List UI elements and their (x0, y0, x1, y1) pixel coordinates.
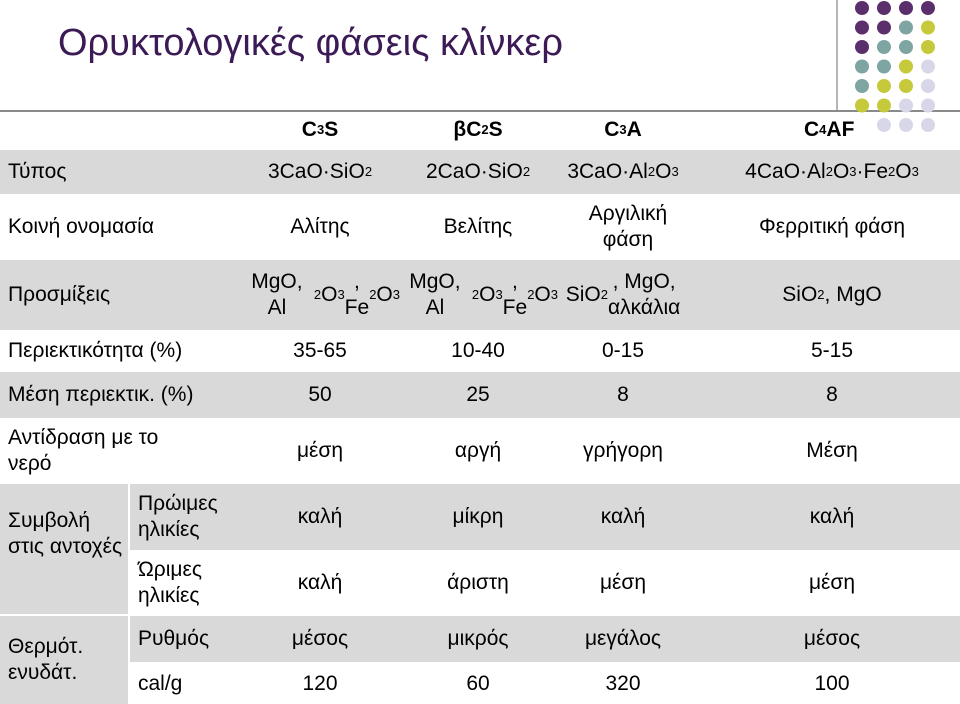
decor-dot (855, 21, 869, 35)
row-label-content: Περιεκτικότητα (%) (8, 338, 183, 362)
avg-c3a: 8 (617, 382, 629, 406)
row-impurities (0, 260, 960, 330)
decor-dot (877, 99, 891, 113)
page-title: Ορυκτολογικές φάσεις κλίνκερ (58, 22, 563, 64)
decor-dot (855, 40, 869, 54)
row-label-late: Ώριμες ηλικίες (138, 557, 202, 607)
decor-dot (877, 21, 891, 35)
avg-c2s: 25 (466, 382, 490, 406)
imp-c3a: SiO 2 , MgO, αλκάλια (565, 269, 681, 319)
row-label-type: Τύπος (8, 159, 67, 183)
decor-dot (877, 60, 891, 74)
early-c2s: μίκρη (452, 504, 504, 528)
type-c2s: 2CaO·SiO 2 (425, 159, 531, 183)
header-row (0, 112, 960, 148)
row-label-cal: cal/g (138, 671, 183, 695)
decor-dot (855, 99, 869, 113)
imp-c2s: MgO, Al 2 O 3 , Fe 2 O 3 (409, 269, 558, 319)
imp-c4af: SiO 2 , MgO (782, 282, 882, 306)
decor-dot (921, 99, 935, 113)
row-heat-cal (130, 664, 960, 704)
header-c4af: C 4 AF (804, 117, 855, 141)
decor-dot (921, 79, 935, 93)
reaction-c3s: μέση (296, 438, 344, 462)
avg-c4af: 8 (826, 382, 838, 406)
decor-dot (921, 40, 935, 54)
decor-dot (921, 60, 935, 74)
reaction-c3a: γρήγορη (583, 438, 663, 462)
header-c3a: C 3 A (604, 117, 642, 141)
avg-c3s: 50 (308, 382, 332, 406)
late-c2s: άριστη (447, 570, 509, 594)
name-c4af: Φερριτική φάση (758, 214, 906, 238)
late-c3a: μέση (599, 570, 647, 594)
row-label-avg: Μέση περιεκτικ. (%) (8, 382, 194, 406)
content-c4af: 5-15 (810, 338, 854, 362)
cal-c4af: 100 (814, 671, 850, 695)
decor-dot (855, 60, 869, 74)
type-c3a: 3CaO·Al 2 O 3 (567, 159, 679, 183)
row-label-reaction: Αντίδραση με το νερό (8, 425, 159, 475)
cal-c3s: 120 (302, 671, 338, 695)
content-c2s: 10-40 (451, 338, 505, 362)
decor-dot (877, 79, 891, 93)
decor-dot (899, 21, 913, 35)
type-c3s: 3CaO·SiO 2 (267, 159, 373, 183)
row-avg (0, 372, 960, 418)
rate-c2s: μικρός (447, 626, 509, 650)
decor-dot (921, 1, 935, 15)
name-c3a: Αργιλική φάση (588, 201, 668, 251)
late-c3s: καλή (297, 570, 343, 594)
cal-c2s: 60 (466, 671, 490, 695)
decor-dot (899, 99, 913, 113)
reaction-c4af: Μέση (806, 438, 858, 462)
row-label-strength: Συμβολή στις αντοχές (8, 509, 123, 559)
type-c4af: 4CaO·Al 2 O 3 ·Fe 2 O 3 (745, 159, 919, 183)
content-c3s: 35-65 (293, 338, 347, 362)
early-c3s: καλή (297, 504, 343, 528)
decor-vertical-line (836, 0, 838, 112)
row-reaction (0, 420, 960, 482)
rate-c3s: μέσος (291, 626, 349, 650)
row-label-early: Πρώιμες ηλικίες (138, 491, 218, 541)
decor-dot (855, 79, 869, 93)
decor-dot (899, 1, 913, 15)
row-type (0, 150, 960, 194)
decor-dot (921, 21, 935, 35)
early-c3a: καλή (600, 504, 646, 528)
row-content (0, 332, 960, 370)
name-c3s: Αλίτης (290, 214, 350, 238)
row-heat-rate (130, 616, 960, 662)
decor-dot (899, 60, 913, 74)
row-label-impurities: Προσμίξεις (8, 282, 111, 306)
row-strength-early (130, 484, 960, 550)
row-label-heat: Θερμότ. ενυδάτ. (8, 635, 84, 685)
imp-c3s: MgO, Al 2 O 3 , Fe 2 O 3 (251, 269, 400, 319)
decor-dot (877, 1, 891, 15)
rate-c3a: μεγάλος (584, 626, 662, 650)
header-c2s: βC 2 S (453, 117, 503, 141)
early-c4af: καλή (809, 504, 855, 528)
decor-dot (877, 40, 891, 54)
content-c3a: 0-15 (601, 338, 645, 362)
decor-dot (855, 1, 869, 15)
rate-c4af: μέσος (803, 626, 861, 650)
row-strength-late (130, 552, 960, 614)
decor-dot (899, 79, 913, 93)
row-label-rate: Ρυθμός (138, 626, 210, 650)
row-label-name: Κοινή ονομασία (8, 214, 154, 238)
name-c2s: Βελίτης (443, 214, 513, 238)
late-c4af: μέση (808, 570, 856, 594)
cal-c3a: 320 (605, 671, 641, 695)
decor-dot (899, 40, 913, 54)
row-name (0, 196, 960, 258)
reaction-c2s: αργή (454, 438, 502, 462)
header-c3s: C 3 S (301, 117, 339, 141)
